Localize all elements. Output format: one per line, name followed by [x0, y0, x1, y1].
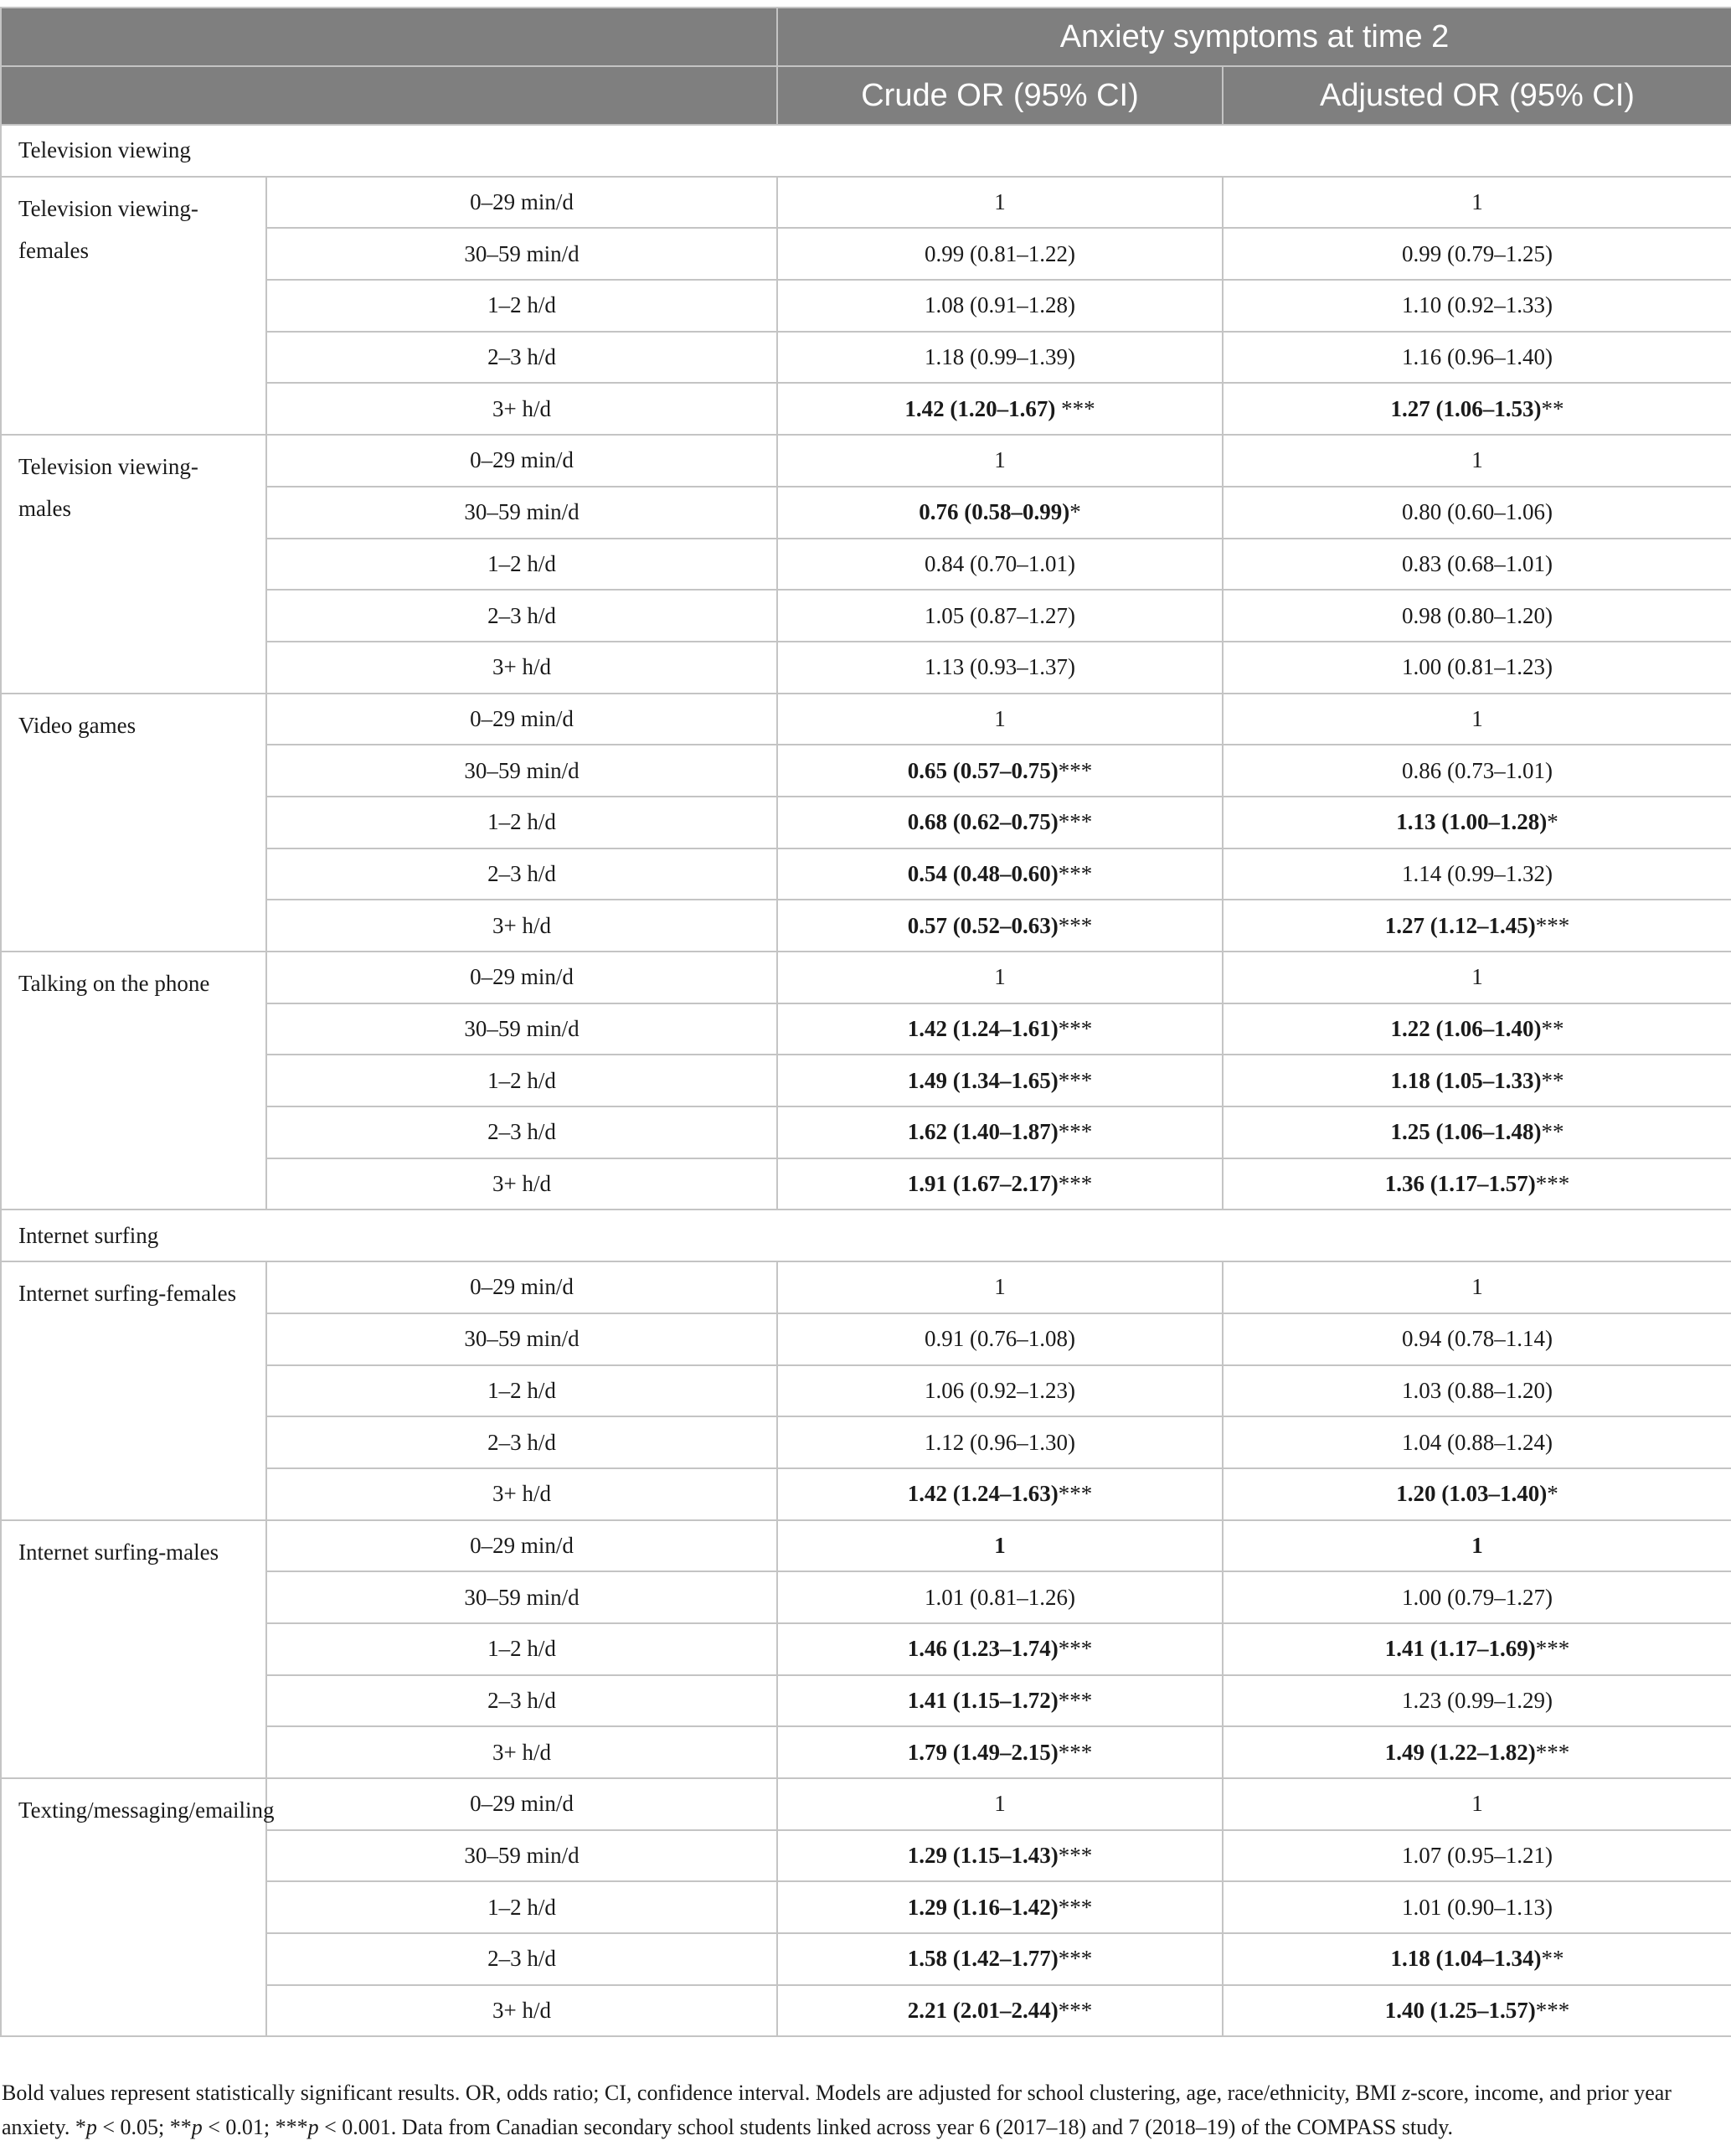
group-label: Internet surfing-males — [1, 1520, 266, 1778]
crude-or-value: 1.18 (0.99–1.39) — [925, 344, 1075, 370]
time-category-cell: 3+ h/d — [266, 900, 777, 952]
table-row — [1, 1261, 1731, 1313]
crude-or-cell — [777, 1365, 1223, 1417]
time-category-cell: 1–2 h/d — [266, 280, 777, 332]
time-category-cell: 0–29 min/d — [266, 1261, 777, 1313]
time-category-cell: 1–2 h/d — [266, 1365, 777, 1417]
table-row — [1, 952, 1731, 1003]
significance-marker: ** — [1541, 395, 1564, 421]
significance-marker: *** — [1058, 860, 1093, 886]
crude-or-value: 1.13 (0.93–1.37) — [925, 654, 1075, 680]
crude-or-value: 1.06 (0.92–1.23) — [925, 1377, 1075, 1403]
adjusted-or-value: 1.18 (1.05–1.33) — [1390, 1067, 1542, 1093]
adjusted-or-cell — [1223, 848, 1731, 900]
header-adjusted-or: Adjusted OR (95% CI) — [1223, 66, 1731, 125]
adjusted-or-cell — [1223, 332, 1731, 384]
significance-marker: *** — [1058, 757, 1093, 783]
time-category-cell: 1–2 h/d — [266, 539, 777, 591]
crude-or-cell — [777, 1881, 1223, 1933]
adjusted-or-value: 1.23 (0.99–1.29) — [1402, 1687, 1553, 1713]
significance-marker: ** — [1541, 1067, 1564, 1093]
adjusted-or-cell — [1223, 900, 1731, 952]
crude-or-value: 1.05 (0.87–1.27) — [925, 602, 1075, 628]
header-blank-cell — [1, 66, 777, 125]
crude-or-value: 1.46 (1.23–1.74) — [907, 1636, 1059, 1662]
crude-or-cell — [777, 228, 1223, 280]
table-header — [1, 8, 1731, 125]
significance-marker: *** — [1058, 1894, 1093, 1920]
adjusted-or-value: 1.18 (1.04–1.34) — [1390, 1946, 1542, 1972]
time-category-cell: 30–59 min/d — [266, 228, 777, 280]
time-category-cell: 1–2 h/d — [266, 797, 777, 848]
significance-marker: *** — [1535, 1739, 1570, 1765]
footnote-italic-z: z — [1401, 2081, 1411, 2105]
time-category-cell: 2–3 h/d — [266, 1933, 777, 1985]
group-label: Talking on the phone — [1, 952, 266, 1210]
time-category-cell: 30–59 min/d — [266, 1313, 777, 1365]
footnote-text: < 0.01; *** — [202, 2115, 308, 2139]
significance-marker: *** — [1058, 1946, 1093, 1972]
crude-or-value: 0.99 (0.81–1.22) — [925, 240, 1075, 266]
adjusted-or-cell — [1223, 1055, 1731, 1106]
adjusted-or-cell — [1223, 642, 1731, 694]
adjusted-or-value: 1.00 (0.81–1.23) — [1402, 654, 1553, 680]
crude-or-value: 0.91 (0.76–1.08) — [925, 1326, 1075, 1352]
footnote-italic-p: p — [191, 2115, 203, 2139]
adjusted-or-cell — [1223, 1778, 1731, 1830]
table-footnote — [2, 2076, 1723, 2144]
group-label: Texting/messaging/emailing — [1, 1778, 266, 2036]
adjusted-or-value: 1.16 (0.96–1.40) — [1402, 344, 1553, 370]
adjusted-or-value: 1.00 (0.79–1.27) — [1402, 1584, 1553, 1610]
time-category-cell: 1–2 h/d — [266, 1055, 777, 1106]
adjusted-or-cell — [1223, 1106, 1731, 1158]
time-category-cell: 1–2 h/d — [266, 1623, 777, 1675]
crude-or-cell — [777, 1313, 1223, 1365]
time-category-cell: 0–29 min/d — [266, 1778, 777, 1830]
significance-marker: *** — [1055, 395, 1095, 421]
crude-or-value: 1 — [994, 1274, 1006, 1300]
crude-or-cell — [777, 1055, 1223, 1106]
crude-or-cell — [777, 1468, 1223, 1520]
crude-or-value: 1 — [994, 1791, 1006, 1817]
adjusted-or-value: 0.98 (0.80–1.20) — [1402, 602, 1553, 628]
significance-marker: *** — [1058, 1739, 1093, 1765]
adjusted-or-value: 1.25 (1.06–1.48) — [1390, 1119, 1542, 1145]
crude-or-cell — [777, 1106, 1223, 1158]
crude-or-value: 1.62 (1.40–1.87) — [907, 1119, 1059, 1145]
adjusted-or-value: 1.20 (1.03–1.40) — [1396, 1481, 1548, 1507]
adjusted-or-cell — [1223, 1623, 1731, 1675]
crude-or-value: 0.84 (0.70–1.01) — [925, 550, 1075, 576]
adjusted-or-cell — [1223, 1520, 1731, 1572]
crude-or-cell — [777, 1726, 1223, 1778]
footnote-text: Bold values represent statistically significant results. OR, odds ratio; CI, confidence interval. Models are adjusted for school clustering, age, race/ethnicity, BMI — [2, 2081, 1402, 2105]
header-blank-cell — [1, 8, 777, 66]
crude-or-value: 1.41 (1.15–1.72) — [907, 1687, 1059, 1713]
significance-marker: ** — [1541, 1016, 1564, 1042]
header-crude-or: Crude OR (95% CI) — [777, 66, 1223, 125]
crude-or-cell — [777, 177, 1223, 229]
section-row — [1, 125, 1731, 177]
crude-or-cell — [777, 383, 1223, 435]
crude-or-value: 0.68 (0.62–0.75) — [907, 809, 1059, 835]
time-category-cell: 0–29 min/d — [266, 177, 777, 229]
crude-or-value: 0.76 (0.58–0.99) — [919, 499, 1070, 525]
crude-or-value: 1.49 (1.34–1.65) — [907, 1067, 1059, 1093]
adjusted-or-cell — [1223, 1416, 1731, 1468]
crude-or-cell — [777, 1985, 1223, 2037]
time-category-cell: 2–3 h/d — [266, 332, 777, 384]
adjusted-or-value: 1.22 (1.06–1.40) — [1390, 1016, 1542, 1042]
significance-marker: ** — [1541, 1119, 1564, 1145]
crude-or-cell — [777, 539, 1223, 591]
adjusted-or-value: 1.01 (0.90–1.13) — [1402, 1894, 1553, 1920]
time-category-cell: 30–59 min/d — [266, 1830, 777, 1882]
adjusted-or-cell — [1223, 590, 1731, 642]
crude-or-value: 1.42 (1.24–1.61) — [907, 1016, 1059, 1042]
crude-or-value: 1 — [994, 447, 1006, 473]
significance-marker: * — [1547, 809, 1558, 835]
crude-or-cell — [777, 1778, 1223, 1830]
significance-marker: *** — [1058, 1481, 1093, 1507]
crude-or-cell — [777, 1261, 1223, 1313]
adjusted-or-value: 1 — [1471, 447, 1483, 473]
section-row — [1, 1210, 1731, 1261]
table-row — [1, 435, 1731, 487]
adjusted-or-value: 1.13 (1.00–1.28) — [1396, 809, 1548, 835]
crude-or-value: 0.57 (0.52–0.63) — [907, 912, 1059, 938]
group-label: Television viewing-males — [1, 435, 266, 693]
time-category-cell: 3+ h/d — [266, 1158, 777, 1210]
odds-ratio-table — [0, 7, 1731, 2037]
significance-marker: *** — [1058, 1171, 1093, 1197]
crude-or-value: 1.29 (1.15–1.43) — [907, 1843, 1059, 1869]
adjusted-or-cell — [1223, 694, 1731, 745]
adjusted-or-value: 1.40 (1.25–1.57) — [1384, 1998, 1536, 2024]
crude-or-value: 0.54 (0.48–0.60) — [907, 860, 1059, 886]
adjusted-or-cell — [1223, 280, 1731, 332]
crude-or-value: 1 — [994, 1532, 1006, 1558]
significance-marker: * — [1547, 1481, 1558, 1507]
adjusted-or-value: 1.07 (0.95–1.21) — [1402, 1843, 1553, 1869]
adjusted-or-cell — [1223, 1313, 1731, 1365]
significance-marker: *** — [1535, 912, 1570, 938]
adjusted-or-value: 1.49 (1.22–1.82) — [1384, 1739, 1536, 1765]
time-category-cell: 2–3 h/d — [266, 1675, 777, 1727]
group-label: Internet surfing-females — [1, 1261, 266, 1519]
crude-or-cell — [777, 1003, 1223, 1055]
significance-marker: *** — [1058, 1998, 1093, 2024]
adjusted-or-cell — [1223, 177, 1731, 229]
crude-or-cell — [777, 797, 1223, 848]
time-category-cell: 2–3 h/d — [266, 590, 777, 642]
time-category-cell: 30–59 min/d — [266, 487, 777, 539]
crude-or-value: 1.79 (1.49–2.15) — [907, 1739, 1059, 1765]
time-category-cell: 0–29 min/d — [266, 1520, 777, 1572]
time-category-cell: 0–29 min/d — [266, 435, 777, 487]
adjusted-or-cell — [1223, 1675, 1731, 1727]
crude-or-cell — [777, 1623, 1223, 1675]
adjusted-or-cell — [1223, 745, 1731, 797]
crude-or-value: 1.42 (1.20–1.67) — [904, 395, 1056, 421]
adjusted-or-value: 0.83 (0.68–1.01) — [1402, 550, 1553, 576]
crude-or-cell — [777, 1830, 1223, 1882]
crude-or-value: 1.01 (0.81–1.26) — [925, 1584, 1075, 1610]
adjusted-or-value: 1.10 (0.92–1.33) — [1402, 292, 1553, 318]
table-row — [1, 1520, 1731, 1572]
adjusted-or-cell — [1223, 797, 1731, 848]
adjusted-or-value: 1 — [1471, 964, 1483, 990]
adjusted-or-value: 1.14 (0.99–1.32) — [1402, 860, 1553, 886]
adjusted-or-value: 0.80 (0.60–1.06) — [1402, 499, 1553, 525]
adjusted-or-value: 1 — [1471, 1274, 1483, 1300]
group-label: Video games — [1, 694, 266, 952]
table-row — [1, 177, 1731, 229]
adjusted-or-value: 0.86 (0.73–1.01) — [1402, 757, 1553, 783]
significance-marker: *** — [1058, 1687, 1093, 1713]
crude-or-cell — [777, 1571, 1223, 1623]
adjusted-or-value: 0.99 (0.79–1.25) — [1402, 240, 1553, 266]
crude-or-cell — [777, 1416, 1223, 1468]
significance-marker: *** — [1058, 1119, 1093, 1145]
significance-marker: ** — [1541, 1946, 1564, 1972]
crude-or-value: 2.21 (2.01–2.44) — [907, 1998, 1059, 2024]
adjusted-or-cell — [1223, 487, 1731, 539]
adjusted-or-cell — [1223, 1985, 1731, 2037]
adjusted-or-cell — [1223, 1003, 1731, 1055]
header-span-title: Anxiety symptoms at time 2 — [777, 8, 1731, 66]
significance-marker: *** — [1058, 1016, 1093, 1042]
crude-or-value: 1 — [994, 964, 1006, 990]
adjusted-or-value: 1 — [1471, 1532, 1483, 1558]
significance-marker: *** — [1058, 1067, 1093, 1093]
time-category-cell: 3+ h/d — [266, 1726, 777, 1778]
crude-or-cell — [777, 900, 1223, 952]
adjusted-or-cell — [1223, 539, 1731, 591]
crude-or-value: 1.42 (1.24–1.63) — [907, 1481, 1059, 1507]
footnote-italic-p: p — [85, 2115, 97, 2139]
adjusted-or-value: 1 — [1471, 1791, 1483, 1817]
significance-marker: *** — [1058, 1843, 1093, 1869]
crude-or-cell — [777, 1933, 1223, 1985]
footnote-italic-p: p — [307, 2115, 319, 2139]
crude-or-cell — [777, 1675, 1223, 1727]
time-category-cell: 30–59 min/d — [266, 745, 777, 797]
adjusted-or-value: 1.27 (1.12–1.45) — [1384, 912, 1536, 938]
adjusted-or-value: 0.94 (0.78–1.14) — [1402, 1326, 1553, 1352]
crude-or-value: 1 — [994, 189, 1006, 215]
time-category-cell: 2–3 h/d — [266, 848, 777, 900]
time-category-cell: 3+ h/d — [266, 1468, 777, 1520]
adjusted-or-cell — [1223, 952, 1731, 1003]
adjusted-or-value: 1.03 (0.88–1.20) — [1402, 1377, 1553, 1403]
time-category-cell: 1–2 h/d — [266, 1881, 777, 1933]
adjusted-or-cell — [1223, 228, 1731, 280]
adjusted-or-value: 1.27 (1.06–1.53) — [1390, 395, 1542, 421]
footnote-text: -score, income, and prior year anxiety. * — [2, 2081, 1672, 2139]
adjusted-or-value: 1 — [1471, 189, 1483, 215]
crude-or-cell — [777, 1158, 1223, 1210]
adjusted-or-value: 1.04 (0.88–1.24) — [1402, 1429, 1553, 1455]
crude-or-cell — [777, 1520, 1223, 1572]
crude-or-cell — [777, 435, 1223, 487]
adjusted-or-cell — [1223, 1933, 1731, 1985]
crude-or-cell — [777, 590, 1223, 642]
crude-or-cell — [777, 952, 1223, 1003]
crude-or-value: 1.58 (1.42–1.77) — [907, 1946, 1059, 1972]
significance-marker: *** — [1058, 809, 1093, 835]
time-category-cell: 3+ h/d — [266, 383, 777, 435]
significance-marker: *** — [1535, 1636, 1570, 1662]
adjusted-or-cell — [1223, 1468, 1731, 1520]
time-category-cell: 2–3 h/d — [266, 1416, 777, 1468]
adjusted-or-cell — [1223, 1726, 1731, 1778]
crude-or-cell — [777, 487, 1223, 539]
adjusted-or-cell — [1223, 435, 1731, 487]
crude-or-value: 1.08 (0.91–1.28) — [925, 292, 1075, 318]
table-row — [1, 1778, 1731, 1830]
crude-or-cell — [777, 848, 1223, 900]
time-category-cell: 30–59 min/d — [266, 1003, 777, 1055]
adjusted-or-cell — [1223, 1365, 1731, 1417]
significance-marker: *** — [1058, 1636, 1093, 1662]
adjusted-or-cell — [1223, 1158, 1731, 1210]
table-row — [1, 694, 1731, 745]
adjusted-or-cell — [1223, 1571, 1731, 1623]
crude-or-cell — [777, 332, 1223, 384]
crude-or-cell — [777, 642, 1223, 694]
significance-marker: * — [1069, 499, 1081, 525]
crude-or-cell — [777, 280, 1223, 332]
significance-marker: *** — [1535, 1998, 1570, 2024]
crude-or-value: 0.65 (0.57–0.75) — [907, 757, 1059, 783]
time-category-cell: 2–3 h/d — [266, 1106, 777, 1158]
table-body — [1, 125, 1731, 2036]
significance-marker: *** — [1535, 1171, 1570, 1197]
time-category-cell: 0–29 min/d — [266, 952, 777, 1003]
group-label: Television viewing-females — [1, 177, 266, 435]
section-title: Television viewing — [1, 125, 1731, 177]
adjusted-or-cell — [1223, 1830, 1731, 1882]
adjusted-or-cell — [1223, 1261, 1731, 1313]
adjusted-or-value: 1.36 (1.17–1.57) — [1384, 1171, 1536, 1197]
crude-or-cell — [777, 745, 1223, 797]
time-category-cell: 30–59 min/d — [266, 1571, 777, 1623]
time-category-cell: 3+ h/d — [266, 1985, 777, 2037]
time-category-cell: 3+ h/d — [266, 642, 777, 694]
adjusted-or-cell — [1223, 1881, 1731, 1933]
crude-or-value: 1.91 (1.67–2.17) — [907, 1171, 1059, 1197]
adjusted-or-value: 1.41 (1.17–1.69) — [1384, 1636, 1536, 1662]
footnote-text: < 0.05; ** — [96, 2115, 192, 2139]
crude-or-value: 1.12 (0.96–1.30) — [925, 1429, 1075, 1455]
adjusted-or-value: 1 — [1471, 705, 1483, 731]
adjusted-or-cell — [1223, 383, 1731, 435]
crude-or-value: 1 — [994, 705, 1006, 731]
crude-or-cell — [777, 694, 1223, 745]
footnote-text: < 0.001. Data from Canadian secondary school students linked across year 6 (2017–18) and 7 (2018–19) of the COMPASS study. — [318, 2115, 1454, 2139]
time-category-cell: 0–29 min/d — [266, 694, 777, 745]
crude-or-value: 1.29 (1.16–1.42) — [907, 1894, 1059, 1920]
significance-marker: *** — [1058, 912, 1093, 938]
section-title: Internet surfing — [1, 1210, 1731, 1261]
